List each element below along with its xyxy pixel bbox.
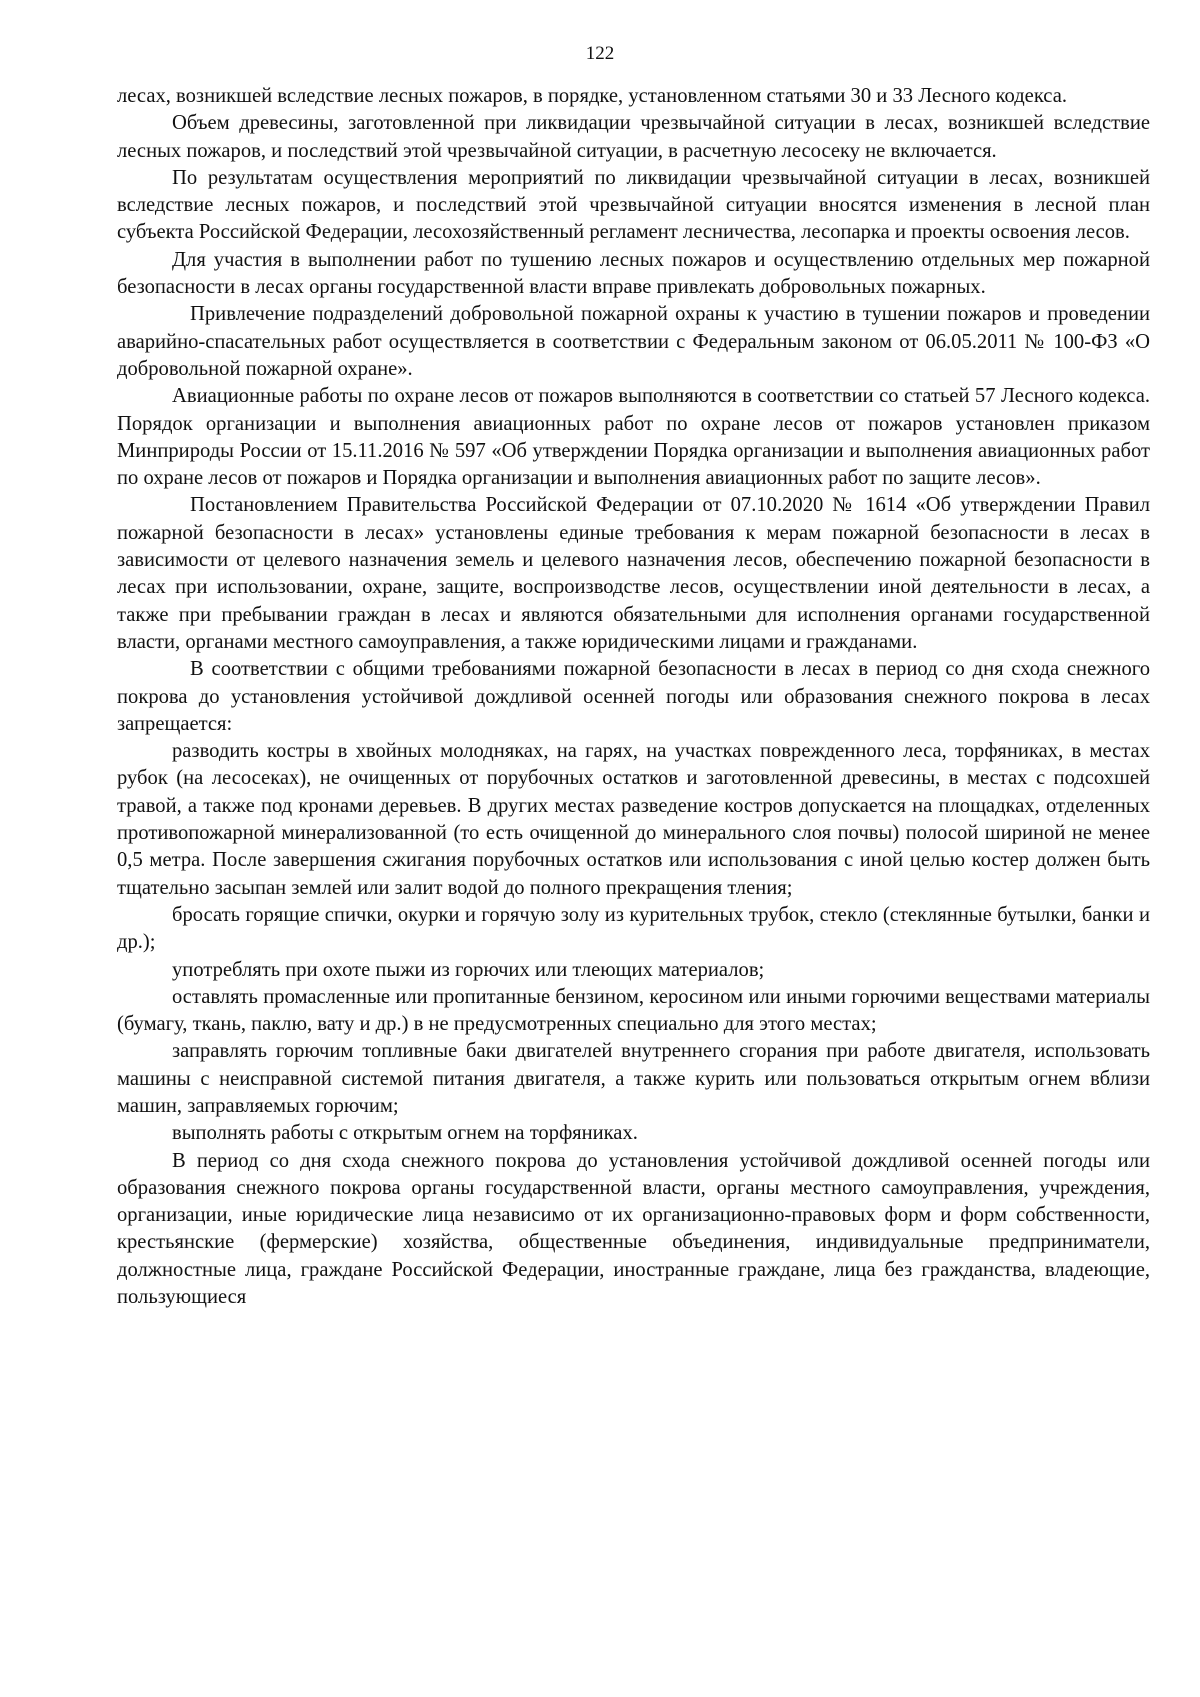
paragraph-11: употреблять при охоте пыжи из горючих или тлеющих материалов;	[172, 958, 765, 981]
paragraph-1: лесах, возникшей вследствие лесных пожаров, в порядке, установленном статьями 30 и 33 Лесного кодекса.	[117, 85, 1067, 107]
paragraph-4: Для участия в выполнении работ по тушению лесных пожаров и осуществлению отдельных мер пожарной безопасности в лесах органы государственной власти вправе привлекать добровольных пожарных.	[117, 248, 1150, 299]
paragraph-3: По результатам осуществления мероприятий по ликвидации чрезвычайной ситуации в лесах, возникшей вследствие лесных пожаров, и последствий этой чрезвычайной ситуации вносятся изменения в лесной план субъекта Российской Федерации, лесохозяйственный регламент лесничества, лесопарка и проекты освоения лесов.	[117, 166, 1150, 244]
paragraph-5: Привлечение подразделений добровольной пожарной охраны к участию в тушении пожаров и проведении аварийно-спасательных работ осуществляется в соответствии с Федеральным законом от 06.05.2011 № 100-ФЗ «О добровольной пожарной охране».	[117, 303, 1150, 380]
paragraph-6: Авиационные работы по охране лесов от пожаров выполняются в соответствии со статьей 57 Лесного кодекса. Порядок организации и выполнения авиационных работ по охране лесов от пожаров установлен приказом Минприроды России от 15.11.2016 № 597 «Об утверждении Порядка организации и выполнения авиационных работ по охране лесов от пожаров и Порядка организации и выполнения авиационных работ по защите лесов».	[117, 385, 1150, 490]
document-body	[117, 83, 1150, 1311]
paragraph-14: выполнять работы с открытым огнем на торфяниках.	[172, 1122, 638, 1145]
page-number: 122	[585, 43, 615, 64]
paragraph-9: разводить костры в хвойных молодняках, на гарях, на участках поврежденного леса, торфяниках, в местах рубок (на лесосеках), не очищенных от порубочных остатков и заготовленной древесины, в местах с подсохшей травой, а также под кронами деревьев. В других местах разведение костров допускается на площадках, отделенных противопожарной минерализованной (то есть очищенной до минерального слоя почвы) полосой шириной не менее 0,5 метра. После завершения сжигания порубочных остатков или использования с иной целью костер должен быть тщательно засыпан землей или залит водой до полного прекращения тления;	[117, 740, 1150, 899]
paragraph-13: заправлять горючим топливные баки двигателей внутреннего сгорания при работе двигателя, использовать машины с неисправной системой питания двигателя, а также курить или пользоваться открытым огнем вблизи машин, заправляемых горючим;	[117, 1040, 1150, 1117]
paragraph-10: бросать горящие спички, окурки и горячую золу из курительных трубок, стекло (стеклянные бутылки, банки и др.);	[117, 903, 1150, 954]
paragraph-8: В соответствии с общими требованиями пожарной безопасности в лесах в период со дня схода снежного покрова до установления устойчивой дождливой осенней погоды или образования снежного покрова в лесах запрещается:	[117, 658, 1150, 735]
paragraph-7: Постановлением Правительства Российской Федерации от 07.10.2020 № 1614 «Об утверждении Правил пожарной безопасности в лесах» установлены единые требования к мерам пожарной безопасности в лесах в зависимости от целевого назначения земель и целевого назначения лесов, обеспечению пожарной безопасности в лесах при использовании, охране, защите, воспроизводстве лесов, осуществлении иной деятельности в лесах, а также при пребывании граждан в лесах и являются обязательными для исполнения органами государственной власти, органами местного самоуправления, а также юридическими лицами и гражданами.	[117, 494, 1150, 653]
paragraph-2: Объем древесины, заготовленной при ликвидации чрезвычайной ситуации в лесах, возникшей вследствие лесных пожаров, и последствий этой чрезвычайной ситуации, в расчетную лесосеку не включается.	[117, 112, 1150, 162]
paragraph-12: оставлять промасленные или пропитанные бензином, керосином или иными горючими веществами материалы (бумагу, ткань, паклю, вату и др.) в не предусмотренных специально для этого местах;	[117, 985, 1150, 1036]
paragraph-15: В период со дня схода снежного покрова до установления устойчивой дождливой осенней погоды или образования снежного покрова органы государственной власти, органы местного самоуправления, учреждения, организации, иные юридические лица независимо от их организационно-правовых форм и форм собственности, крестьянские (фермерские) хозяйства, общественные объединения, индивидуальные предприниматели, должностные лица, граждане Российской Федерации, иностранные граждане, лица без гражданства, владеющие, пользующиеся	[117, 1149, 1150, 1309]
